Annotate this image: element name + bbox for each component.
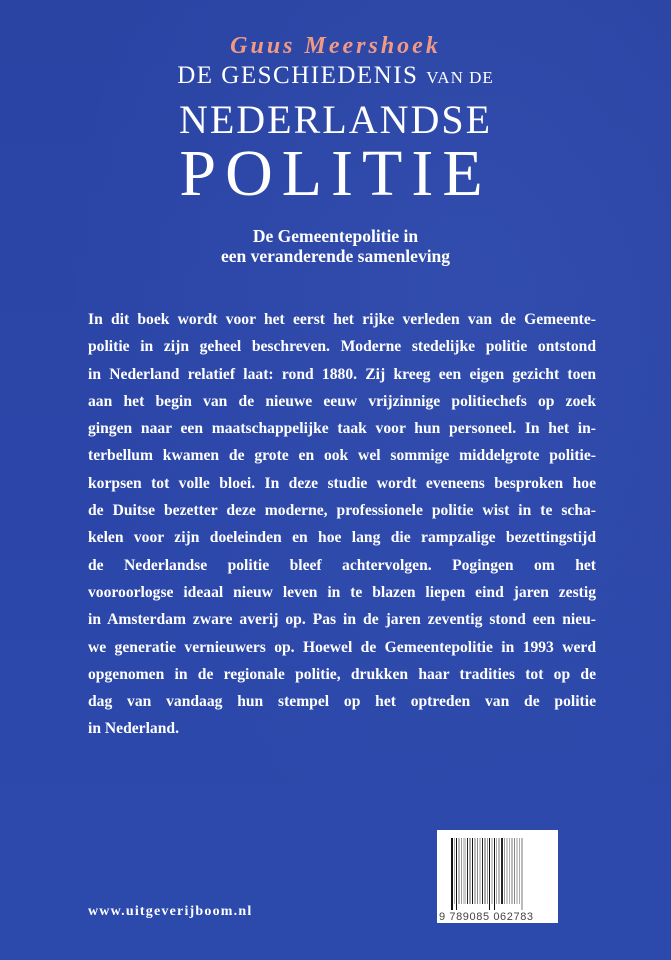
blurb-line: kelen voor zijn doeleinden en hoe lang die rampzalige bezettingstijd: [88, 529, 596, 547]
subtitle-line-1: De Gemeentepolitie in: [252, 226, 419, 246]
blurb-line: opgenomen in de regionale politie, drukken haar tradities tot op de: [88, 665, 596, 683]
title-main-text: DE GESCHIEDENIS: [177, 62, 419, 89]
isbn-number: 9 789085 062783: [439, 911, 534, 923]
blurb-line: terbellum kwamen de grote en ook wel sommige middelgrote politie-: [88, 447, 596, 465]
blurb-line: vooroorlogse ideaal nieuw leven in te blazen liepen eind jaren zestig: [88, 583, 596, 601]
title-small-caps-text: VAN DE: [426, 68, 494, 87]
blurb-line: dag van vandaag hun stempel op het optreden van de politie: [88, 693, 596, 711]
blurb-line: de Nederlandse politie bleef achtervolgen. Pogingen om het: [88, 556, 596, 574]
publisher-website: www.uitgeverijboom.nl: [88, 904, 253, 919]
blurb-line: we generatie vernieuwers op. Hoewel de Gemeentepolitie in 1993 werd: [88, 638, 596, 656]
isbn-barcode: [437, 830, 558, 923]
subtitle-line-2: een veranderende samenleving: [220, 246, 451, 266]
blurb-line: aan het begin van de nieuwe eeuw vrijzinnige politiechefs op zoek: [88, 392, 596, 410]
barcode-bars-icon: [451, 838, 551, 910]
blurb-line: politie in zijn geheel beschreven. Moderne stedelijke politie ontstond: [88, 338, 596, 356]
author-name: Guus Meershoek: [230, 33, 441, 59]
blurb-text: [88, 306, 596, 743]
blurb-line: in Nederland relatief laat: rond 1880. Zij kreeg een eigen gezicht toen: [88, 365, 596, 383]
blurb-line: in Nederland.: [88, 720, 179, 738]
blurb-line: In dit boek wordt voor het eerst het rijke verleden van de Gemeente-: [88, 311, 596, 328]
title-line-3: POLITIE: [179, 137, 492, 210]
blurb-line: gingen naar een maatschappelijke taak voor hun personeel. In het in-: [88, 420, 596, 438]
blurb-line: in Amsterdam zware averij op. Pas in de jaren zeventig stond een nieu-: [88, 611, 596, 629]
blurb-line: de Duitse bezetter deze moderne, professionele politie wist in te scha-: [88, 502, 596, 520]
title-line-2: NEDERLANDSE: [178, 97, 493, 142]
title-line-1: [0, 62, 671, 90]
subtitle: [0, 226, 671, 266]
blurb-line: korpsen tot volle bloei. In deze studie wordt eveneens besproken hoe: [88, 474, 596, 492]
